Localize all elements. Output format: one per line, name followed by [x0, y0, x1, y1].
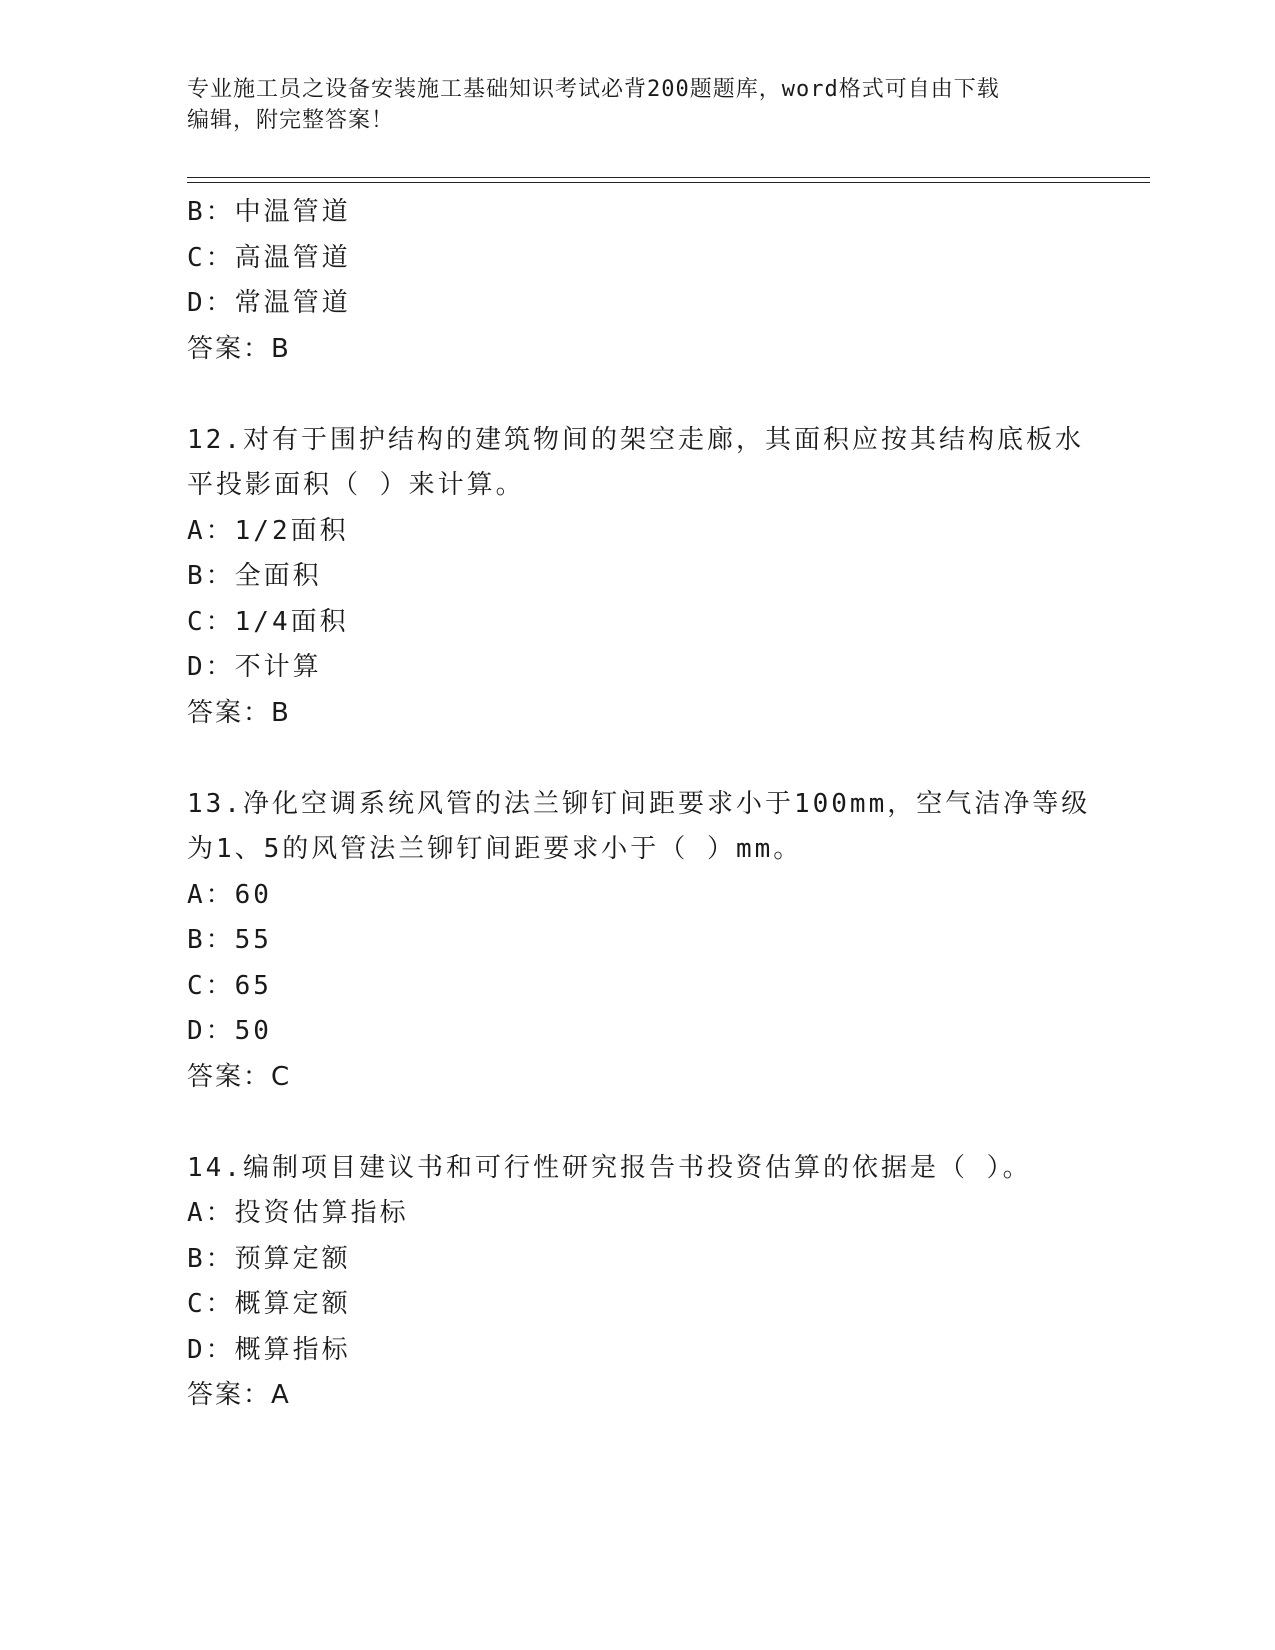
- option-a: A：投资估算指标: [187, 1198, 409, 1228]
- answer-line: 答案：B: [187, 333, 291, 364]
- header-divider-top: [187, 177, 1150, 178]
- answer-line: 答案：A: [187, 1380, 291, 1410]
- option-a: A：60: [187, 879, 272, 910]
- option-b: B：预算定额: [187, 1243, 351, 1274]
- option-d: D：常温管道: [187, 288, 351, 318]
- option-c: C：1/4面积: [187, 606, 349, 637]
- option-d: D：不计算: [187, 652, 322, 682]
- question-14: [187, 1146, 1087, 1419]
- option-c: C：概算定额: [187, 1289, 351, 1319]
- option-b: B：全面积: [187, 561, 322, 591]
- question-stem-line: 14.编制项目建议书和可行性研究报告书投资估算的依据是（ ）。: [187, 1152, 1032, 1183]
- answer-line: 答案：C: [187, 1061, 292, 1092]
- question-content: [187, 190, 1091, 1419]
- question-stem-line: 平投影面积（ ）来计算。: [187, 470, 525, 500]
- question-12: [187, 418, 1087, 737]
- option-a: A：1/2面积: [187, 515, 349, 546]
- question-11-tail: [187, 190, 1087, 372]
- option-b: B：55: [187, 925, 272, 955]
- option-d: D：概算指标: [187, 1334, 351, 1365]
- option-b: B：中温管道: [187, 197, 351, 227]
- option-c: C：高温管道: [187, 242, 351, 273]
- question-13: [187, 782, 1091, 1101]
- question-stem-line: 为1、5的风管法兰铆钉间距要求小于（ ）mm。: [187, 834, 803, 864]
- question-stem-line: 13.净化空调系统风管的法兰铆钉间距要求小于100mm，空气洁净等级: [187, 788, 1091, 819]
- header-divider-bottom: [187, 182, 1150, 183]
- header-title-line-2: 编辑，附完整答案！: [187, 108, 395, 133]
- option-d: D：50: [187, 1016, 272, 1046]
- answer-line: 答案：B: [187, 697, 291, 728]
- question-stem-line: 12.对有于围护结构的建筑物间的架空走廊，其面积应按其结构底板水: [187, 424, 1084, 455]
- option-c: C：65: [187, 970, 272, 1001]
- header-title-line-1: 专业施工员之设备安装施工基础知识考试必背200题题库，word格式可自由下载: [187, 77, 1000, 102]
- document-header: [187, 74, 1067, 136]
